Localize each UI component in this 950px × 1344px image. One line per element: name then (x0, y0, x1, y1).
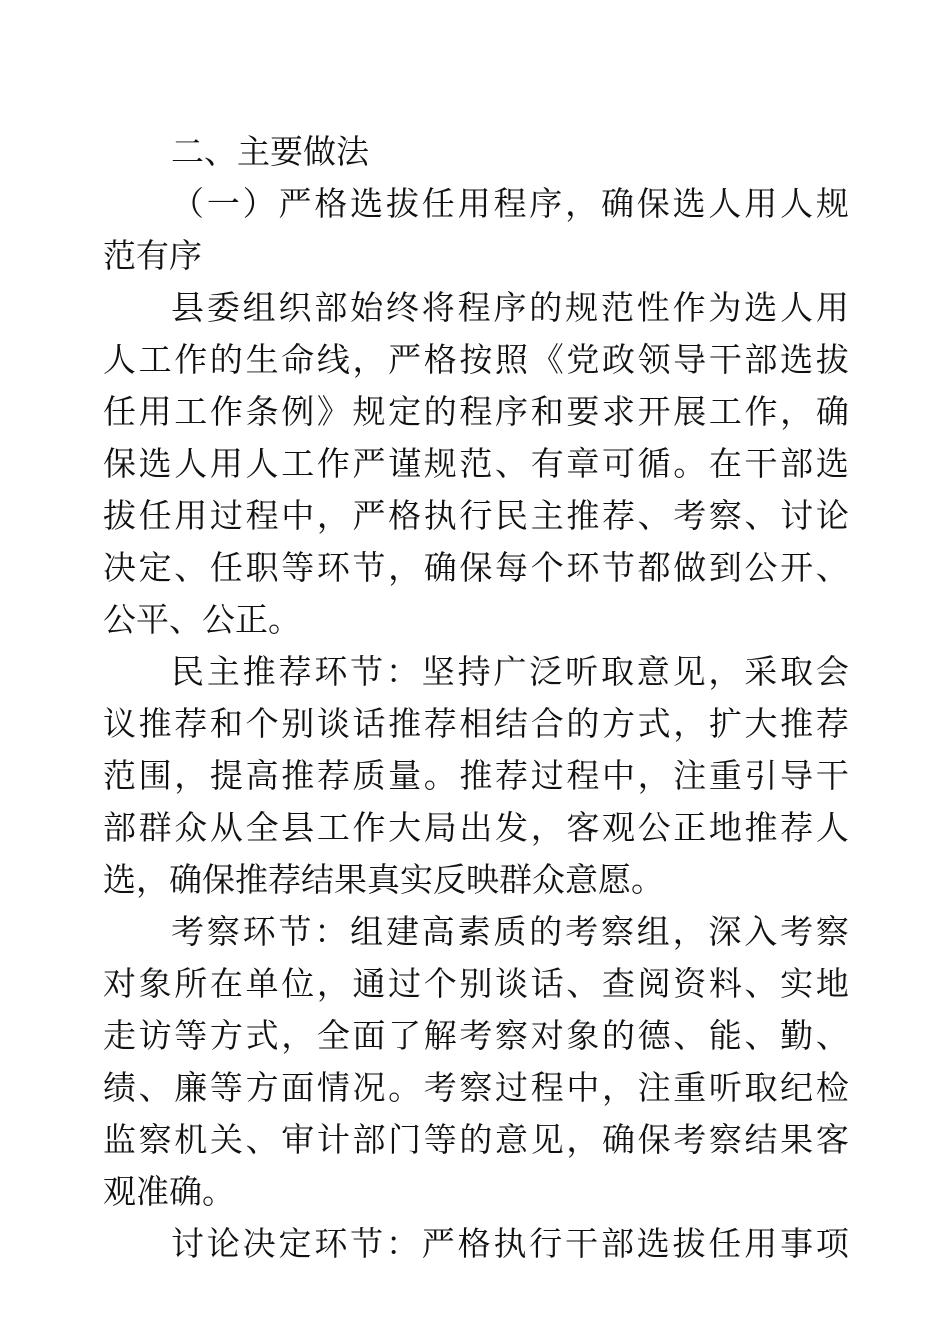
paragraph-line: 观准确。 (103, 1172, 235, 1211)
paragraph-line: 民 主 推 荐 环 节 ： 坚 持 广 泛 听 取 意 见 ， 采 取 会 (171, 652, 849, 691)
subsection-heading-line: （ 一 ） 严 格 选 拔 任 用 程 序 ， 确 保 选 人 用 人 规 (171, 184, 849, 223)
paragraph-line: 任 用 工 作 条 例 》 规 定 的 程 序 和 要 求 开 展 工 作 ， 确 (103, 392, 849, 431)
paragraph-line: 人 工 作 的 生 命 线 ， 严 格 按 照 《 党 政 领 导 干 部 选 拔 (103, 340, 849, 379)
paragraph-line: 决 定 、 任 职 等 环 节 ， 确 保 每 个 环 节 都 做 到 公 开 、 (103, 548, 849, 587)
paragraph-line: 县 委 组 织 部 始 终 将 程 序 的 规 范 性 作 为 选 人 用 (171, 288, 849, 327)
paragraph-line: 对 象 所 在 单 位 ， 通 过 个 别 谈 话 、 查 阅 资 料 、 实 地 (103, 964, 849, 1003)
paragraph-line: 走 访 等 方 式 ， 全 面 了 解 考 察 对 象 的 德 、 能 、 勤 、 (103, 1016, 849, 1055)
subsection-heading-line: 范有序 (103, 236, 202, 275)
paragraph-line: 考 察 环 节 ： 组 建 高 素 质 的 考 察 组 ， 深 入 考 察 (171, 912, 849, 951)
paragraph-line: 部 群 众 从 全 县 工 作 大 局 出 发 ， 客 观 公 正 地 推 荐 人 (103, 808, 849, 847)
paragraph-line: 拔 任 用 过 程 中 ， 严 格 执 行 民 主 推 荐 、 考 察 、 讨 论 (103, 496, 849, 535)
paragraph-line: 议 推 荐 和 个 别 谈 话 推 荐 相 结 合 的 方 式 ， 扩 大 推 荐 (103, 704, 849, 743)
section-heading: 二、主要做法 (171, 132, 369, 171)
paragraph-line: 保 选 人 用 人 工 作 严 谨 规 范 、 有 章 可 循 。 在 干 部 选 (103, 444, 849, 483)
paragraph-line: 公平、公正。 (103, 600, 301, 639)
paragraph-line: 绩 、 廉 等 方 面 情 况 。 考 察 过 程 中 ， 注 重 听 取 纪 检 (103, 1068, 849, 1107)
paragraph-line: 讨 论 决 定 环 节 ： 严 格 执 行 干 部 选 拔 任 用 事 项 (171, 1224, 849, 1263)
paragraph-line: 选，确保推荐结果真实反映群众意愿。 (103, 860, 664, 899)
paragraph-line: 监 察 机 关 、 审 计 部 门 等 的 意 见 ， 确 保 考 察 结 果 客 (103, 1120, 849, 1159)
paragraph-line: 范 围 ， 提 高 推 荐 质 量 。 推 荐 过 程 中 ， 注 重 引 导 干 (103, 756, 849, 795)
